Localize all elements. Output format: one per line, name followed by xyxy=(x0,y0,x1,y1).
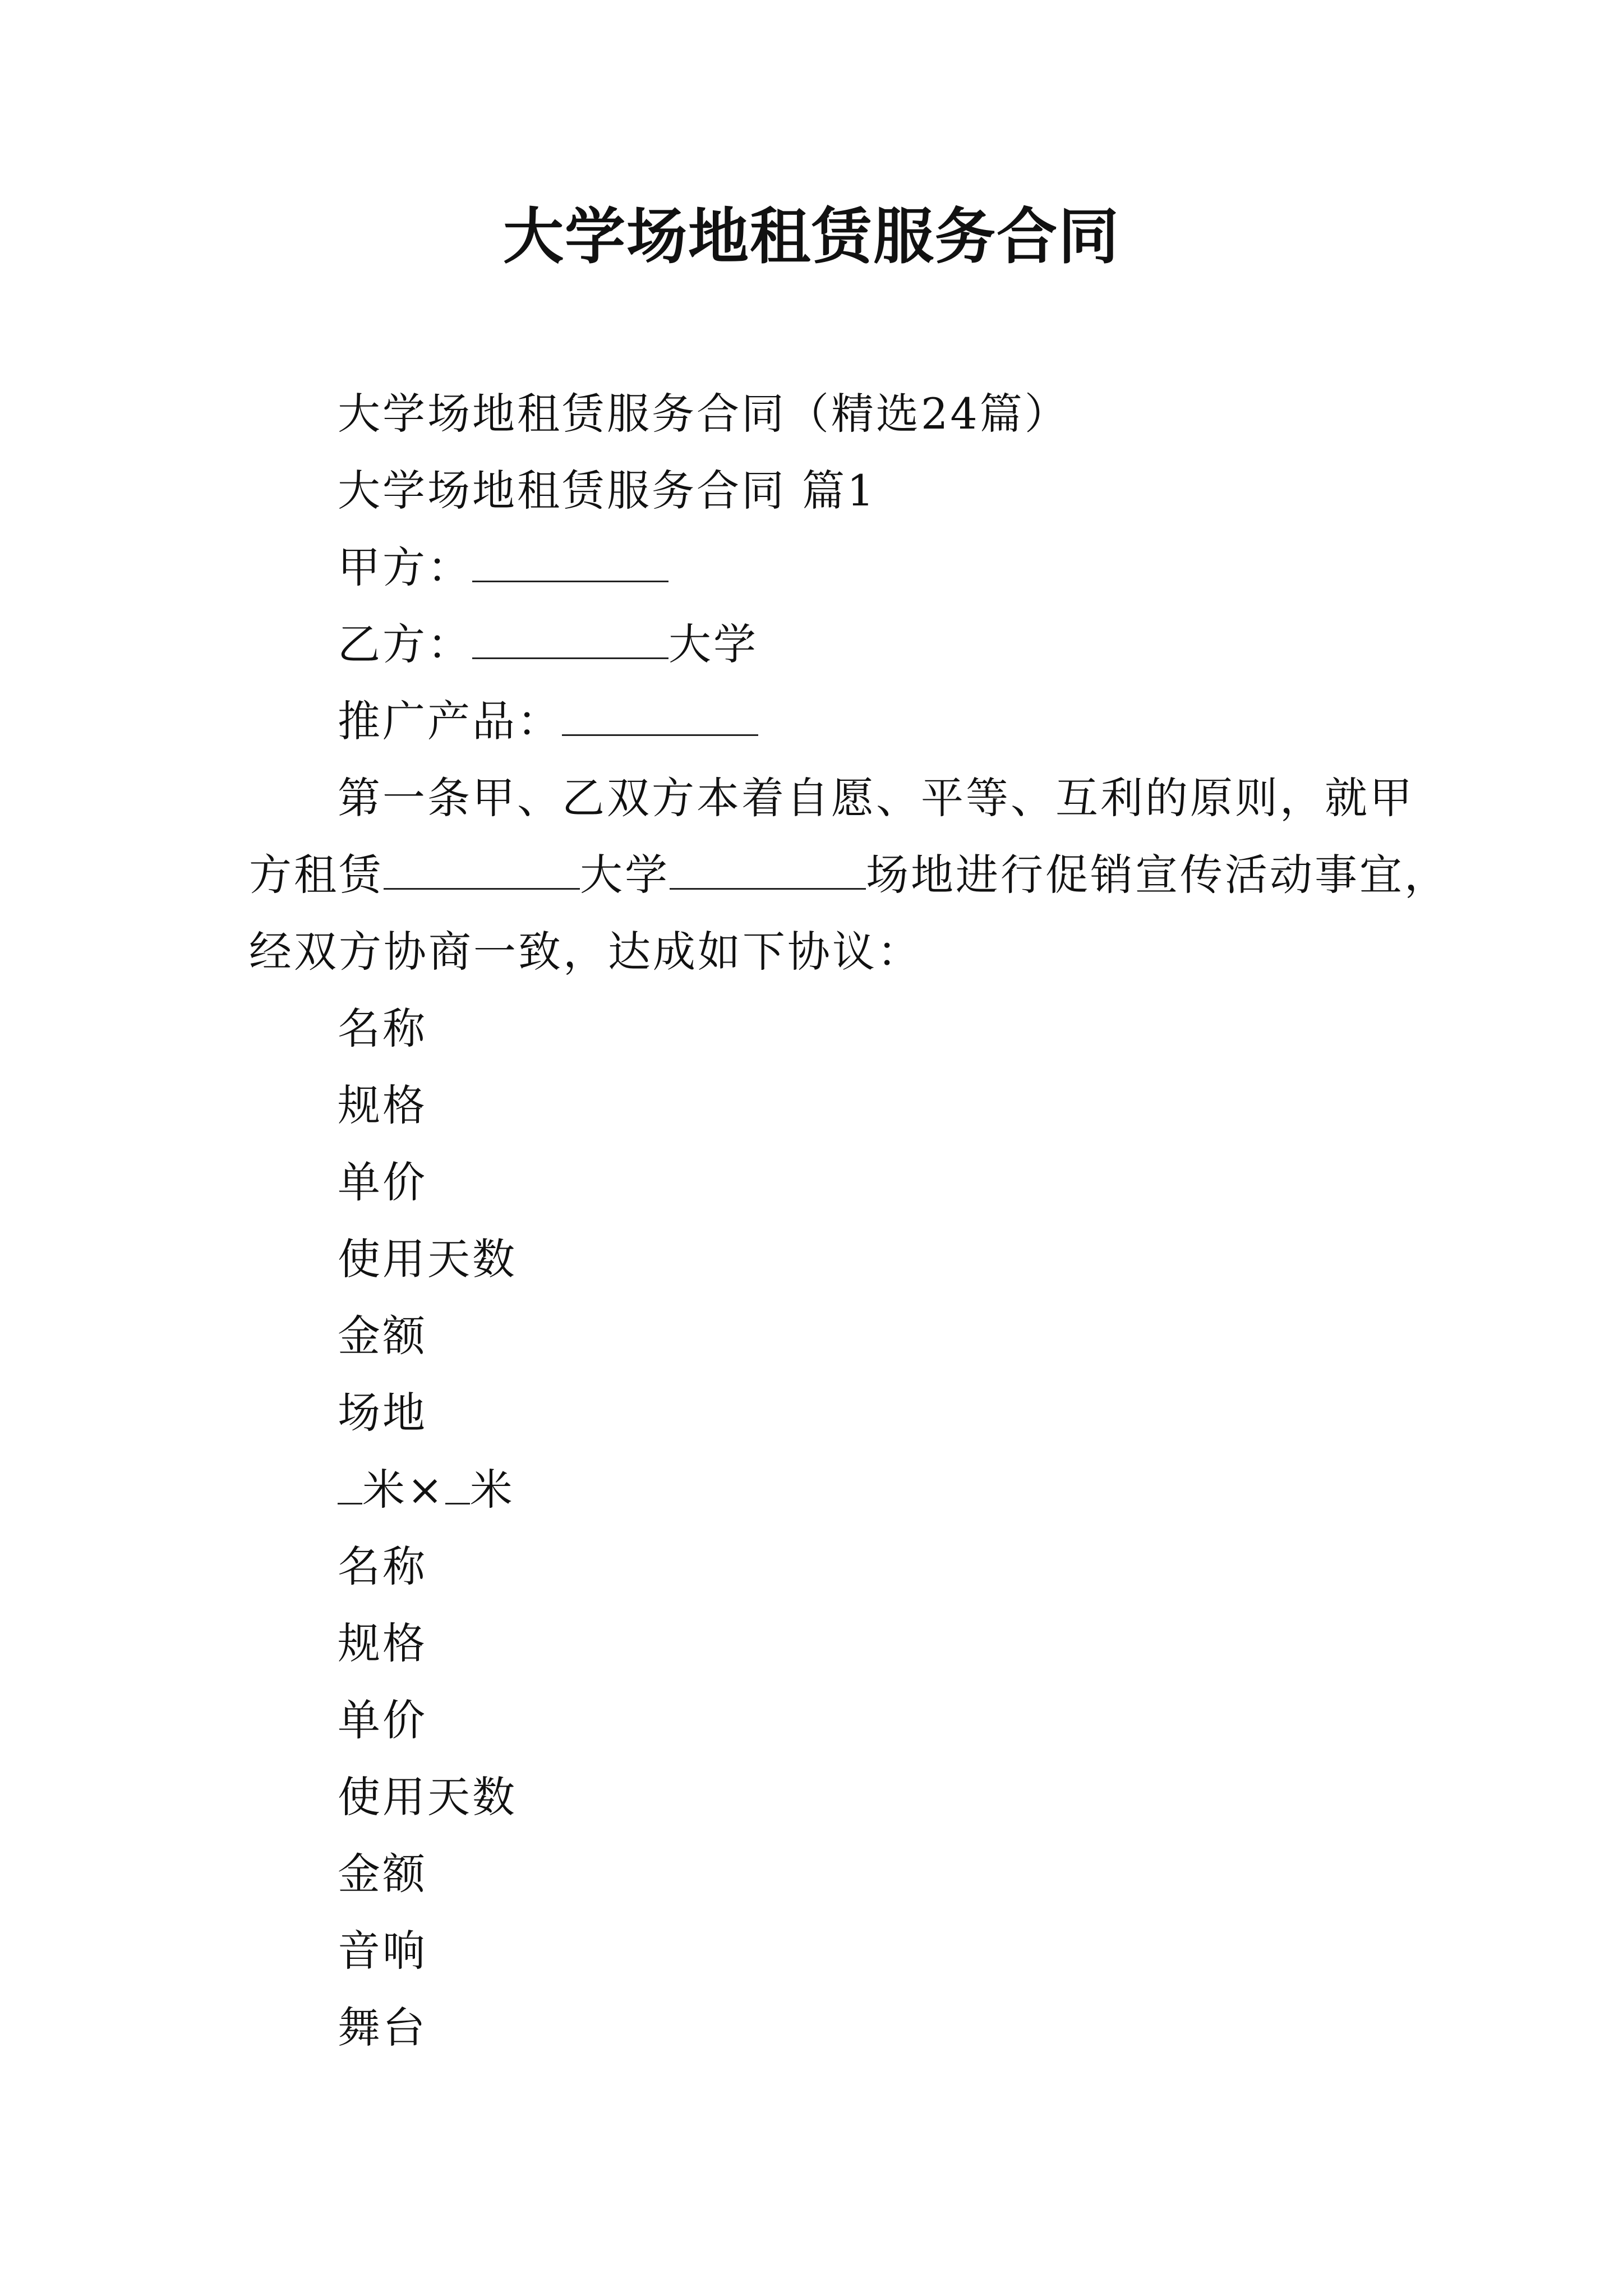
dimension-blank-2 xyxy=(445,1465,470,1504)
dimension-part1: 米× xyxy=(362,1465,445,1515)
item-venue: 场地 xyxy=(338,1388,427,1438)
party-a-label: 甲方： xyxy=(338,542,472,592)
article1-blank-2 xyxy=(670,850,866,890)
item2-amount: 金额 xyxy=(338,1849,427,1899)
item-unit-price: 单价 xyxy=(338,1157,427,1207)
item-amount: 金额 xyxy=(338,1311,427,1361)
dimension-line xyxy=(338,1462,515,1518)
article1-line2 xyxy=(249,847,1449,903)
product-line xyxy=(338,693,758,749)
dimension-blank-1 xyxy=(338,1465,362,1504)
item-name: 名称 xyxy=(338,1004,427,1053)
dimension-part2: 米 xyxy=(469,1465,515,1515)
item2-days: 使用天数 xyxy=(338,1772,517,1822)
article1-line3: 经双方协商一致，达成如下协议： xyxy=(249,927,922,977)
article1-line2-part2: 大学 xyxy=(580,850,670,900)
party-b-blank xyxy=(472,619,668,659)
article1-line2-part1: 方租赁 xyxy=(249,850,384,900)
article1-blank-1 xyxy=(384,850,580,890)
item2-name: 名称 xyxy=(338,1542,427,1591)
item-days: 使用天数 xyxy=(338,1234,517,1284)
item2-audio: 音响 xyxy=(338,1926,427,1976)
item-spec: 规格 xyxy=(338,1080,427,1130)
product-blank xyxy=(562,696,758,736)
party-b-label: 乙方： xyxy=(338,619,472,669)
party-a-blank xyxy=(472,542,668,582)
item2-spec: 规格 xyxy=(338,1618,427,1668)
party-a-line xyxy=(338,540,668,596)
item2-stage: 舞台 xyxy=(338,2003,427,2053)
product-label: 推广产品： xyxy=(338,696,562,746)
item2-unit-price: 单价 xyxy=(338,1695,427,1745)
article1-line2-part3: 场地进行促销宣传活动事宜， xyxy=(866,850,1449,900)
document-subtitle: 大学场地租赁服务合同（精选24篇） xyxy=(338,389,1069,439)
article1-line1: 第一条甲、乙双方本着自愿、平等、互利的原则，就甲 xyxy=(338,773,1414,823)
party-b-line xyxy=(338,616,758,673)
party-b-suffix: 大学 xyxy=(668,619,758,669)
document-title: 大学场地租赁服务合同 xyxy=(502,201,1120,272)
section-heading: 大学场地租赁服务合同 篇1 xyxy=(338,466,877,516)
